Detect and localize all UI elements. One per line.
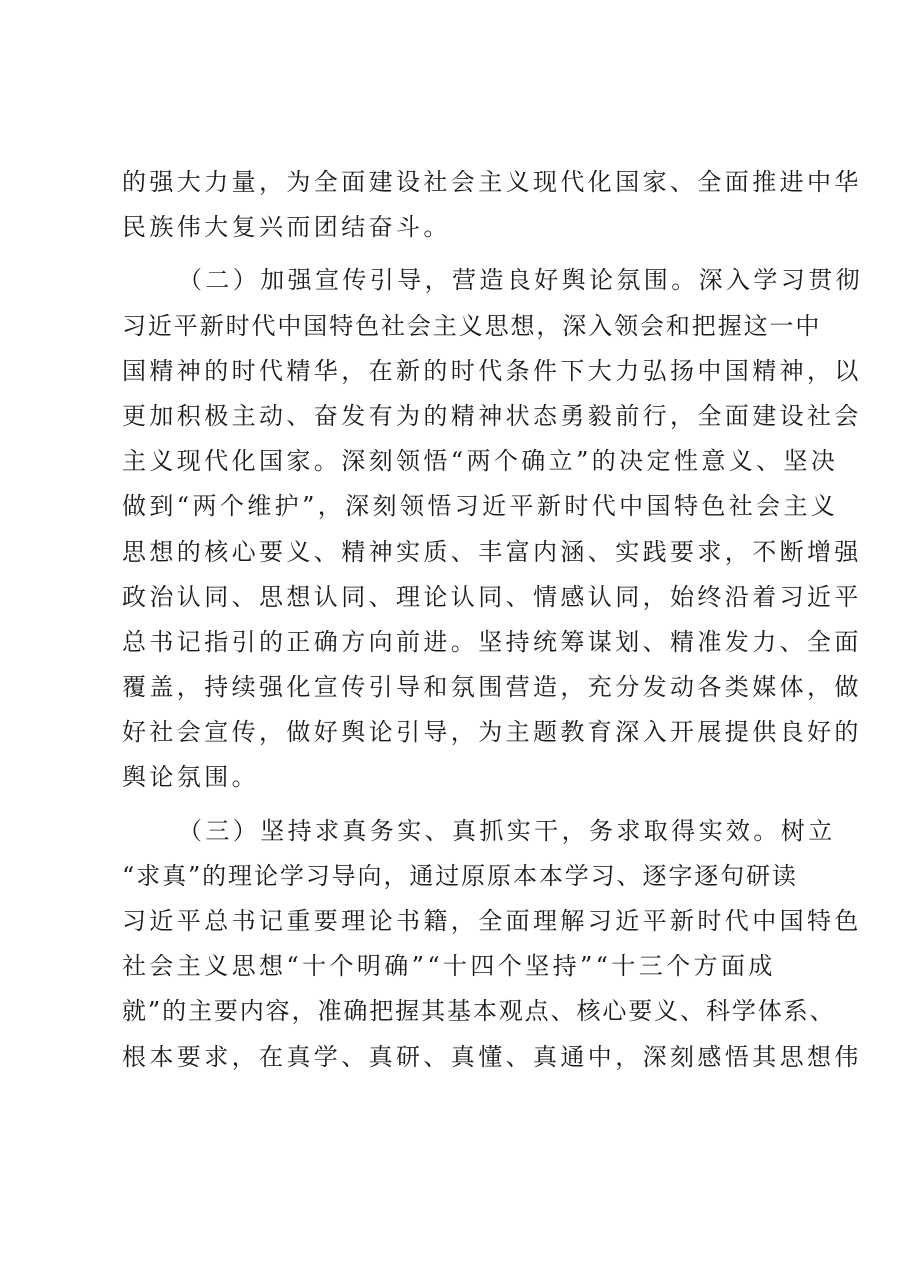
- text-line: “求真”的理论学习导向，通过原原本本学习、逐字逐句研读: [122, 861, 798, 890]
- paragraph-heading-3: （三）坚持求真务实、真抓实干，务求取得实效。树立: [178, 816, 836, 845]
- text-line: 思想的核心要义、精神实质、丰富内涵、实践要求，不断增强: [122, 537, 862, 566]
- paragraph-heading-2: （二）加强宣传引导，营造良好舆论氛围。深入学习贯彻: [178, 266, 863, 295]
- text-line: 国精神的时代精华，在新的时代条件下大力弘扬中国精神，以: [122, 356, 862, 385]
- text-line: 好社会宣传，做好舆论引导，为主题教育深入开展提供良好的: [122, 718, 862, 747]
- text-line: 民族伟大复兴而团结奋斗。: [122, 213, 451, 242]
- text-line: 就”的主要内容，准确把握其基本观点、核心要义、科学体系、: [122, 997, 836, 1026]
- text-line: 覆盖，持续强化宣传引导和氛围营造，充分发动各类媒体，做: [122, 673, 862, 702]
- text-line: 舆论氛围。: [122, 763, 259, 792]
- body-text: [122, 160, 863, 1080]
- text-line: 习近平总书记重要理论书籍，全面理解习近平新时代中国特色: [122, 907, 862, 935]
- text-line: 习近平新时代中国特色社会主义思想，深入领会和把握这一中: [122, 311, 822, 340]
- text-line: 根本要求，在真学、真研、真懂、真通中，深刻感悟其思想伟: [122, 1042, 862, 1071]
- text-line: 政治认同、思想认同、理论认同、情感认同，始终沿着习近平: [122, 582, 862, 611]
- text-line: 更加积极主动、奋发有为的精神状态勇毅前行，全面建设社会: [122, 401, 862, 430]
- text-line: 主义现代化国家。深刻领悟“两个确立”的决定性意义、坚决: [122, 447, 839, 476]
- text-line: 的强大力量，为全面建设社会主义现代化国家、全面推进中华: [122, 168, 862, 196]
- text-line: 社会主义思想“十个明确”“十四个坚持”“十三个方面成: [122, 952, 776, 981]
- text-line: 总书记指引的正确方向前进。坚持统筹谋划、精准发力、全面: [122, 627, 862, 656]
- text-line: 做到“两个维护”，深刻领悟习近平新时代中国特色社会主义: [122, 492, 839, 521]
